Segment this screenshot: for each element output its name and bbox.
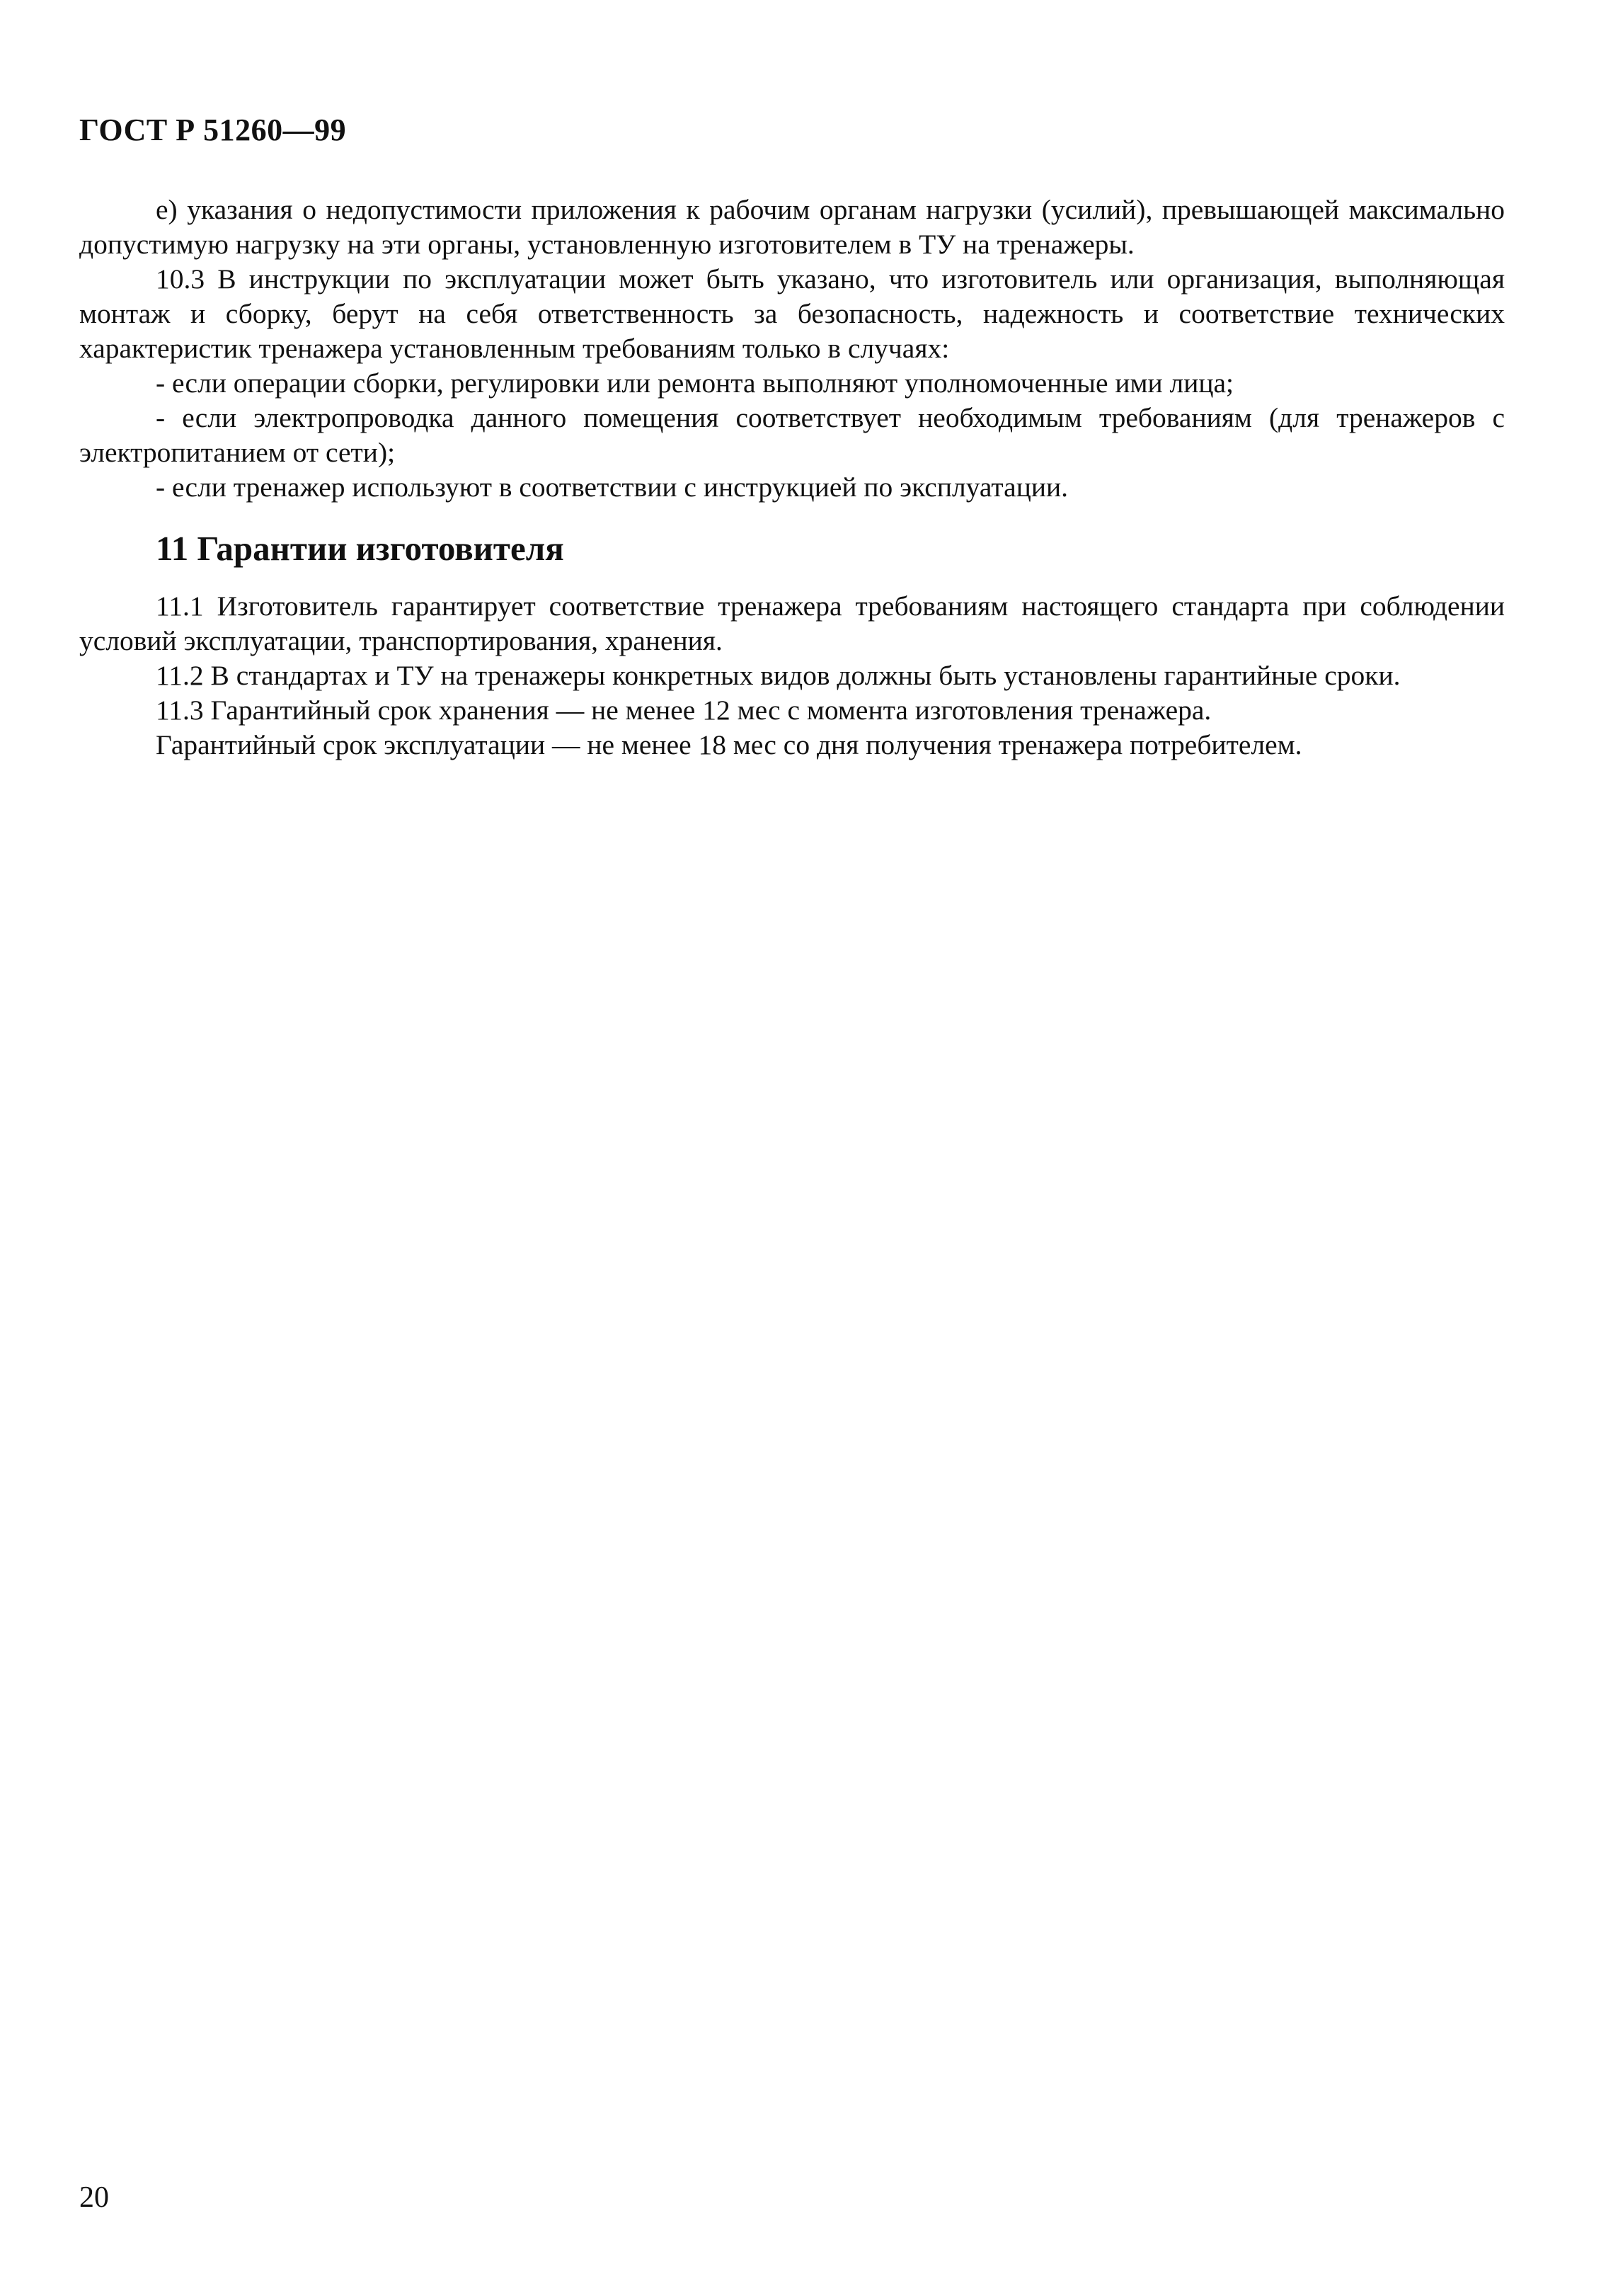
page-number: 20 xyxy=(79,2181,109,2214)
paragraph-11-3: 11.3 Гарантийный срок хранения — не менее 12 мес с момента изготовления тренажера. xyxy=(156,695,1212,726)
paragraph-11-1: 11.1 Изготовитель гарантирует соответствие тренажера требованиям настоящего стандарта при соблюдении условий эксплуатации, транспортирования, хранения. xyxy=(79,590,1505,656)
section-heading: 11 Гарантии изготовителя xyxy=(156,529,564,568)
list-item-wiring: - если электропроводка данного помещения соответствует необходимым требованиям (для тренажеров с электропитанием от сети); xyxy=(79,402,1505,468)
document-header: ГОСТ Р 51260—99 xyxy=(79,113,347,147)
paragraph-10-2e: е) указания о недопустимости приложения к рабочим органам нагрузки (усилий), превышающей максимально допустимую нагрузку на эти органы, установленную изготовителем в ТУ на тренажеры. xyxy=(79,194,1505,260)
paragraph-11-3-operation: Гарантийный срок эксплуатации — не менее 18 мес со дня получения тренажера потребителем. xyxy=(156,729,1302,760)
list-item-usage: - если тренажер используют в соответствии с инструкцией по эксплуатации. xyxy=(156,472,1068,503)
document-body xyxy=(79,193,1505,763)
list-item-assembly: - если операции сборки, регулировки или ремонта выполняют уполномоченные ими лица; xyxy=(156,367,1234,399)
paragraph-11-2: 11.2 В стандартах и ТУ на тренажеры конкретных видов должны быть установлены гарантийные сроки. xyxy=(156,660,1401,691)
paragraph-10-3: 10.3 В инструкции по эксплуатации может быть указано, что изготовитель или организация, выполняющая монтаж и сборку, берут на себя ответственность за безопасность, надежность и соответствие технических характеристик тренажера установленным требованиям только в случаях: xyxy=(79,263,1505,364)
